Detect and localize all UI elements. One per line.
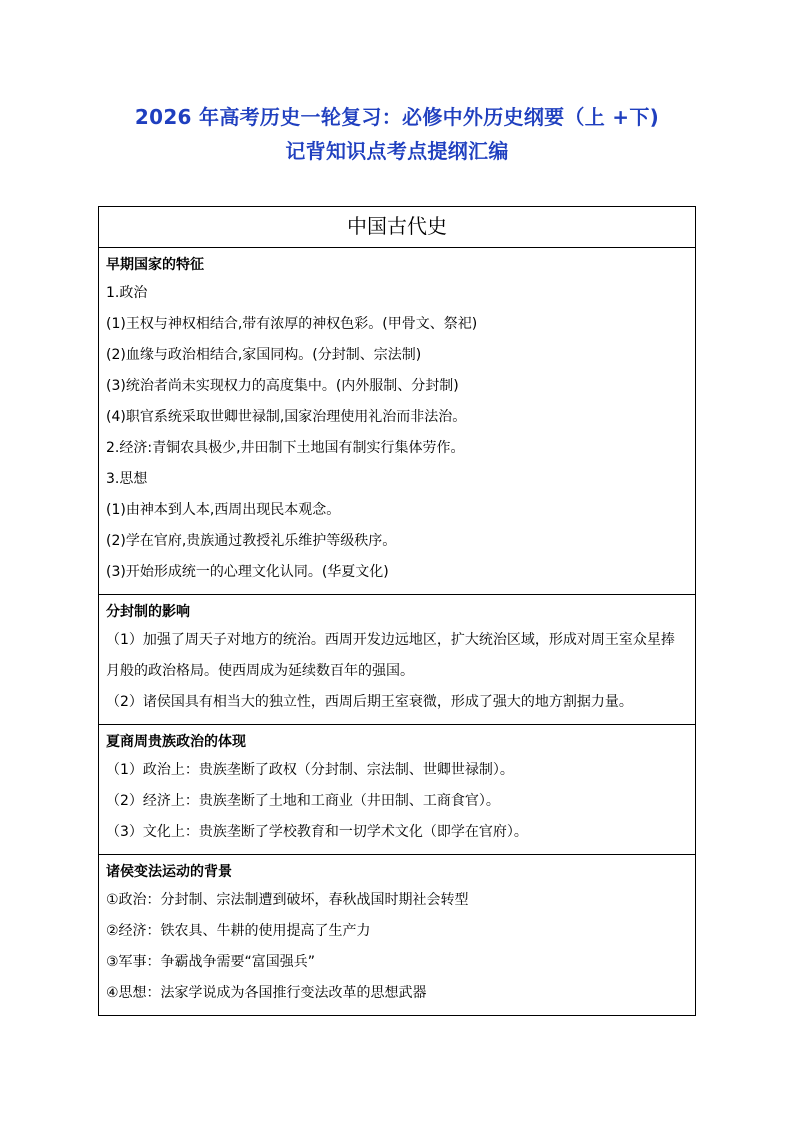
section-row (99, 725, 696, 855)
list-item: (2)学在官府,贵族通过教授礼乐维护等级秩序。 (106, 533, 397, 549)
list-item: 1.政治 (106, 285, 148, 301)
section-cell-reform-background (99, 855, 696, 1016)
outline-table (98, 206, 696, 1016)
list-item: （3）文化上：贵族垄断了学校教育和一切学术文化（即学在官府）。 (106, 824, 528, 840)
list-item: （2）诸侯国具有相当大的独立性，西周后期王室衰微，形成了强大的地方割据力量。 (106, 694, 633, 710)
list-item: （2）经济上：贵族垄断了土地和工商业（井田制、工商食官）。 (106, 793, 500, 809)
list-item: (2)血缘与政治相结合,家国同构。(分封制、宗法制) (106, 347, 422, 363)
section-row (99, 248, 696, 595)
list-item: (1)由神本到人本,西周出现民本观念。 (106, 502, 341, 518)
title-line-1: 2026 年高考历史一轮复习：必修中外历史纲要（上 +下) (134, 105, 660, 129)
list-item: (4)职官系统采取世卿世禄制,国家治理使用礼治而非法治。 (106, 409, 467, 425)
list-item: (1)王权与神权相结合,带有浓厚的神权色彩。(甲骨文、祭祀) (106, 316, 478, 332)
list-item: （1）政治上：贵族垄断了政权（分封制、宗法制、世卿世禄制）。 (106, 762, 514, 778)
list-item: （1）加强了周天子对地方的统治。西周开发边远地区，扩大统治区域，形成对周王室众星捧月般的政治格局。使西周成为延续数百年的强国。 (106, 632, 675, 679)
section-row (99, 855, 696, 1016)
list-item: ②经济：铁农具、牛耕的使用提高了生产力 (106, 923, 371, 939)
section-cell-enfeoffment (99, 595, 696, 725)
list-item: (3)开始形成统一的心理文化认同。(华夏文化) (106, 564, 389, 580)
list-item: 3.思想 (106, 471, 148, 487)
list-item: ①政治：分封制、宗法制遭到破坏，春秋战国时期社会转型 (106, 892, 469, 908)
table-header-row (99, 207, 696, 248)
section-heading: 夏商周贵族政治的体现 (106, 734, 246, 750)
list-item: ③军事：争霸战争需要“富国强兵” (106, 954, 316, 970)
section-cell-aristocratic-politics (99, 725, 696, 855)
section-cell-early-state (99, 248, 696, 595)
list-item: (3)统治者尚未实现权力的高度集中。(内外服制、分封制) (106, 378, 459, 394)
section-heading: 早期国家的特征 (106, 257, 204, 273)
document-title (0, 100, 794, 168)
section-heading: 诸侯变法运动的背景 (106, 864, 232, 880)
table-header: 中国古代史 (99, 207, 696, 248)
list-item: ④思想：法家学说成为各国推行变法改革的思想武器 (106, 985, 427, 1001)
section-row (99, 595, 696, 725)
list-item: 2.经济:青铜农具极少,井田制下土地国有制实行集体劳作。 (106, 440, 465, 456)
title-line-2: 记背知识点考点提纲汇编 (285, 139, 509, 163)
section-heading: 分封制的影响 (106, 604, 190, 620)
